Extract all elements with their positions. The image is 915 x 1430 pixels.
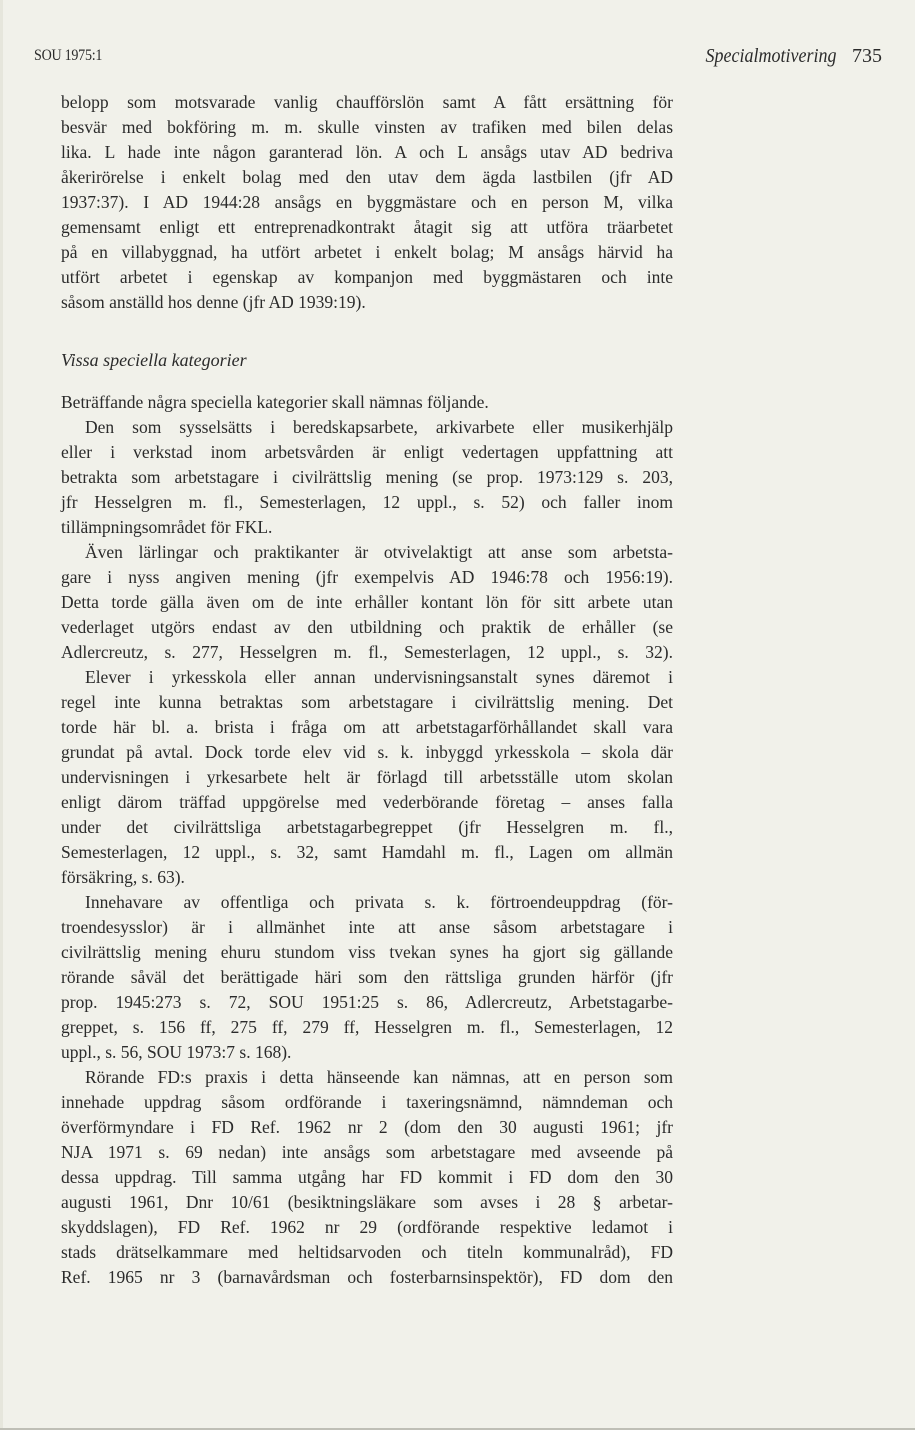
text-line: regel inte kunna betraktas som arbetstagare i civilrättslig mening. Det bbox=[61, 692, 673, 712]
text-line: försäkring, s. 63). bbox=[61, 867, 185, 887]
text-line: grundat på avtal. Dock torde elev vid s. k. inbyggd yrkesskola – skola där bbox=[61, 742, 673, 762]
text-line: belopp som motsvarade vanlig chaufförslön samt A fått ersättning för bbox=[61, 92, 673, 112]
text-line: Adlercreutz, s. 277, Hesselgren m. fl., Semesterlagen, 12 uppl., s. 32). bbox=[61, 642, 673, 662]
text-line: augusti 1961, Dnr 10/61 (besiktningsläkare som avses i 28 § arbetar- bbox=[61, 1192, 673, 1212]
text-line: besvär med bokföring m. m. skulle vinsten av trafiken med bilen delas bbox=[61, 117, 673, 137]
text-line: eller i verkstad inom arbetsvården är enligt vedertagen uppfattning att bbox=[61, 442, 673, 462]
text-line: torde här bl. a. brista i fråga om att arbetstagarförhållandet skall vara bbox=[61, 717, 673, 737]
text-line: jfr Hesselgren m. fl., Semesterlagen, 12 uppl., s. 52) och faller inom bbox=[61, 492, 673, 512]
text-line: innehade uppdrag såsom ordförande i taxeringsnämnd, nämndeman och bbox=[61, 1092, 673, 1112]
page-number: 735 bbox=[852, 45, 882, 67]
text-line: gemensamt enligt ett entreprenadkontrakt åtagit sig att utföra träarbetet bbox=[61, 217, 673, 237]
text-line: Beträffande några speciella kategorier skall nämnas följande. bbox=[61, 392, 489, 412]
text-line: överförmyndare i FD Ref. 1962 nr 2 (dom den 30 augusti 1961; jfr bbox=[61, 1117, 673, 1137]
text-line: Även lärlingar och praktikanter är otvivelaktigt att anse som arbetsta- bbox=[85, 542, 673, 562]
text-line: rörande såväl det berättigade häri som den rättsliga grunden härför (jfr bbox=[61, 967, 673, 987]
text-line: civilrättslig mening ehuru stundom viss tvekan synes ha gjort sig gällande bbox=[61, 942, 673, 962]
text-line: Rörande FD:s praxis i detta hänseende kan nämnas, att en person som bbox=[85, 1067, 673, 1087]
text-line: gare i nyss angiven mening (jfr exempelvis AD 1946:78 och 1956:19). bbox=[61, 567, 673, 587]
text-line: Detta torde gälla även om de inte erhåller kontant lön för sitt arbete utan bbox=[61, 592, 673, 612]
text-line: betrakta som arbetstagare i civilrättslig mening (se prop. 1973:129 s. 203, bbox=[61, 467, 673, 487]
section-heading: Vissa speciella kategorier bbox=[61, 350, 247, 370]
text-line: enligt därom träffad uppgörelse med vederbörande företag – anses falla bbox=[61, 792, 673, 812]
text-line: Elever i yrkesskola eller annan undervisningsanstalt synes däremot i bbox=[85, 667, 673, 687]
text-line: greppet, s. 156 ff, 275 ff, 279 ff, Hesselgren m. fl., Semesterlagen, 12 bbox=[61, 1017, 673, 1037]
running-header-section-title: Specialmotivering bbox=[706, 45, 837, 67]
text-line: Semesterlagen, 12 uppl., s. 32, samt Hamdahl m. fl., Lagen om allmän bbox=[61, 842, 673, 862]
text-line: undervisningen i yrkesarbete helt är förlagd till arbetsställe utom skolan bbox=[61, 767, 673, 787]
text-line: troendesysslor) är i allmänhet inte att anse såsom arbetstagare i bbox=[61, 917, 673, 937]
text-line: under det civilrättsliga arbetstagarbegreppet (jfr Hesselgren m. fl., bbox=[61, 817, 673, 837]
text-line: vederlaget utgörs endast av den utbildning och praktik de erhåller (se bbox=[61, 617, 673, 637]
text-line: dessa uppdrag. Till samma utgång har FD kommit i FD dom den 30 bbox=[61, 1167, 673, 1187]
text-line: Innehavare av offentliga och privata s. k. förtroendeuppdrag (för- bbox=[85, 892, 673, 912]
text-line: NJA 1971 s. 69 nedan) inte ansågs som arbetstagare med avseende på bbox=[61, 1142, 673, 1162]
text-line: 1937:37). I AD 1944:28 ansågs en byggmästare och en person M, vilka bbox=[61, 192, 673, 212]
running-header-series: SOU 1975:1 bbox=[34, 47, 103, 64]
text-line: prop. 1945:273 s. 72, SOU 1951:25 s. 86, Adlercreutz, Arbetstagarbe- bbox=[61, 992, 673, 1012]
text-line: åkerirörelse i enkelt bolag med den utav dem ägda lastbilen (jfr AD bbox=[61, 167, 673, 187]
text-line: Ref. 1965 nr 3 (barnavårdsman och fosterbarnsinspektör), FD dom den bbox=[61, 1267, 673, 1287]
scan-edge-left bbox=[0, 0, 3, 1430]
text-line: såsom anställd hos denne (jfr AD 1939:19). bbox=[61, 292, 366, 312]
text-line: uppl., s. 56, SOU 1973:7 s. 168). bbox=[61, 1042, 292, 1062]
text-line: skyddslagen), FD Ref. 1962 nr 29 (ordförande respektive ledamot i bbox=[61, 1217, 673, 1237]
text-line: Den som sysselsätts i beredskapsarbete, arkivarbete eller musikerhjälp bbox=[85, 417, 673, 437]
text-line: lika. L hade inte någon garanterad lön. A och L ansågs utav AD bedriva bbox=[61, 142, 673, 162]
text-line: på en villabyggnad, ha utfört arbetet i enkelt bolag; M ansågs härvid ha bbox=[61, 242, 673, 262]
text-line: utfört arbetet i egenskap av kompanjon med byggmästaren och inte bbox=[61, 267, 673, 287]
running-header-right bbox=[691, 45, 882, 68]
text-line: tillämpningsområdet för FKL. bbox=[61, 517, 273, 537]
text-line: stads drätselkammare med heltidsarvoden och titeln kommunalråd), FD bbox=[61, 1242, 673, 1262]
